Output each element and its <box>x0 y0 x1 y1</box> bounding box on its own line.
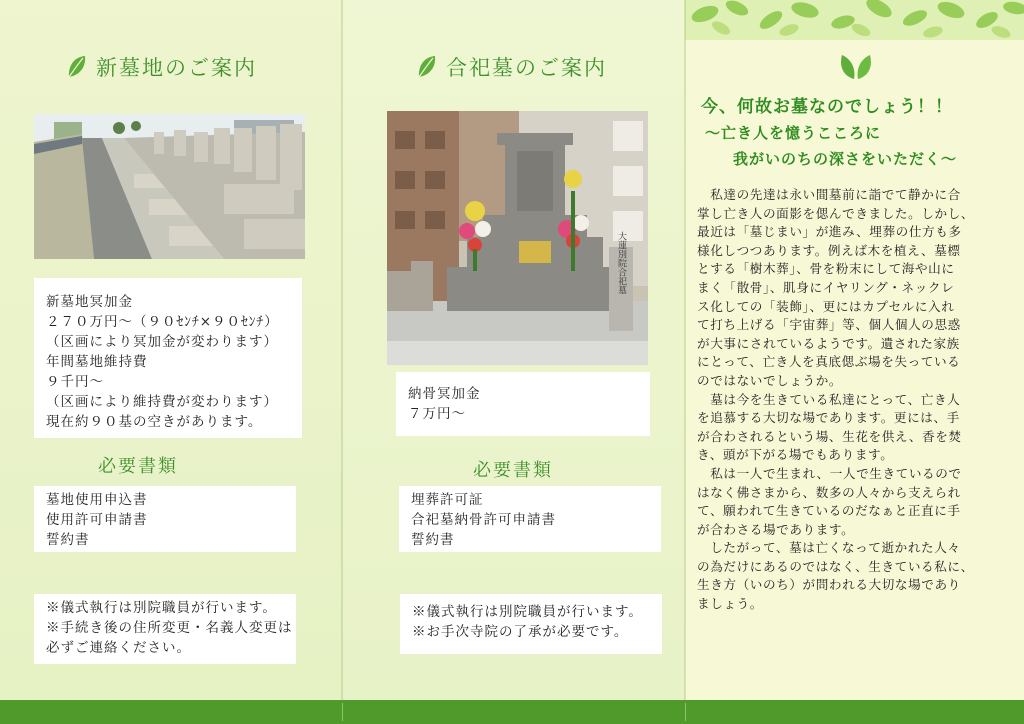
body-line: 生き方（いのち）が問われる大切な場であり <box>697 577 961 593</box>
band-divider <box>342 703 343 721</box>
info-line: 現在約９０基の空きがあります。 <box>46 414 263 430</box>
new-cemetery-info-box <box>34 278 302 438</box>
note-line: ※儀式執行は別院職員が行います。 <box>46 600 277 616</box>
doc-item: 誓約書 <box>46 532 90 548</box>
body-line: にとって、亡き人を真底偲ぶ場を失っている <box>697 354 961 370</box>
subtitle-line-2: 我がいのちの深さをいただく～ <box>733 150 958 168</box>
info-line: 新墓地冥加金 <box>46 294 133 310</box>
note-line: ※お手次寺院の了承が必要です。 <box>412 624 629 640</box>
body-text <box>697 186 1013 614</box>
info-line: （区画により冥加金が変わります） <box>46 334 278 350</box>
fold-line <box>684 0 686 700</box>
panel-new-cemetery <box>0 0 342 700</box>
info-line: ９千円～ <box>46 374 104 390</box>
body-line: ス化しての「装飾」、更にはカプセルに入れ <box>697 298 955 314</box>
body-line: まく「散骨」、肌身にイヤリング・ネックレ <box>697 279 955 295</box>
note-line: ※手続き後の住所変更・名義人変更は <box>46 620 293 636</box>
body-line: が合わさる場であります。 <box>697 521 855 537</box>
body-line: て、願われて生きているのだなぁと正直に手 <box>697 503 961 519</box>
body-line: 私は一人で生まれ、一人で生きているので <box>697 465 962 481</box>
info-line: 納骨冥加金 <box>408 386 481 402</box>
body-line: を追慕する大切な場であります。更には、手 <box>697 410 960 426</box>
notes-box <box>34 594 296 664</box>
body-line: はなく佛さまから、数多の人々から支えられ <box>697 484 961 500</box>
double-leaf-icon <box>833 52 879 82</box>
info-line: （区画により維持費が変わります） <box>46 394 278 410</box>
note-line: 必ずご連絡ください。 <box>46 640 191 656</box>
doc-item: 埋葬許可証 <box>411 492 484 508</box>
communal-grave-title: 合祀墓のご案内 <box>446 56 607 80</box>
body-line: したがって、墓は亡くなって逝かれた人々 <box>697 540 961 556</box>
cemetery-path-photo <box>34 114 305 259</box>
fold-line <box>341 0 343 700</box>
required-docs-box <box>399 486 661 552</box>
body-line: 私達の先達は永い間墓前に詣でて静かに合 <box>697 187 961 202</box>
doc-item: 墓地使用申込書 <box>46 492 148 508</box>
doc-item: 合祀墓納骨許可申請書 <box>411 512 556 528</box>
body-line: き、頭が下がる場でもあります。 <box>697 447 894 463</box>
body-line: 最近は「墓じまい」が進み、埋葬の仕方も多 <box>697 224 962 240</box>
body-line: とする「樹木葬」、骨を粉末にして海や山に <box>697 261 955 277</box>
main-title: 今、何故お墓なのでしょう！！ <box>701 97 953 117</box>
leaf-icon <box>416 54 438 80</box>
body-line: の為だけにあるのではなく、生きている私に、 <box>697 558 974 574</box>
info-line: ２７０万円～（９０ｾﾝﾁ×９０ｾﾝﾁ） <box>46 314 279 330</box>
body-line: ましょう。 <box>697 596 763 612</box>
new-cemetery-title: 新墓地のご案内 <box>96 56 257 80</box>
body-line: のではないでしょうか。 <box>697 372 843 388</box>
doc-item: 誓約書 <box>411 532 455 548</box>
subtitle-line-1: ～亡き人を憶うこころに <box>705 124 882 142</box>
communal-info-box <box>396 372 650 436</box>
leaf-icon <box>66 54 88 80</box>
body-line: 掌し亡き人の面影を偲んできました。しかし、 <box>697 205 975 221</box>
info-line: ７万円～ <box>408 406 466 422</box>
bottom-band <box>0 700 1024 724</box>
doc-item: 使用許可申請書 <box>46 512 148 528</box>
communal-grave-photo <box>387 111 648 365</box>
info-line: 年間墓地維持費 <box>46 354 148 370</box>
body-line: 墓は今を生きている私達にとって、亡き人 <box>697 391 961 407</box>
communal-grave-heading <box>416 50 607 84</box>
note-line: ※儀式執行は別院職員が行います。 <box>412 604 643 620</box>
notes-box <box>400 594 662 654</box>
band-divider <box>685 703 686 721</box>
panel-why-grave <box>685 0 1024 700</box>
monument-label: 大蓮別院合祀墓 <box>616 231 626 295</box>
new-cemetery-heading <box>66 50 257 84</box>
body-line: て打ち上げる「宇宙葬」等、個人個人の思惑 <box>697 317 961 333</box>
panel-communal-grave <box>342 0 685 700</box>
body-line: が大事にされているようです。遺された家族 <box>697 335 960 351</box>
body-line: が合わされるという場、生花を供え、香を焚 <box>697 428 962 444</box>
required-docs-heading: 必要書類 <box>473 460 553 481</box>
required-docs-heading: 必要書類 <box>98 456 178 477</box>
body-line: 様化しつつあります。例えば木を植え、墓標 <box>697 242 961 258</box>
foliage-decoration <box>685 0 1024 40</box>
required-docs-box <box>34 486 296 552</box>
